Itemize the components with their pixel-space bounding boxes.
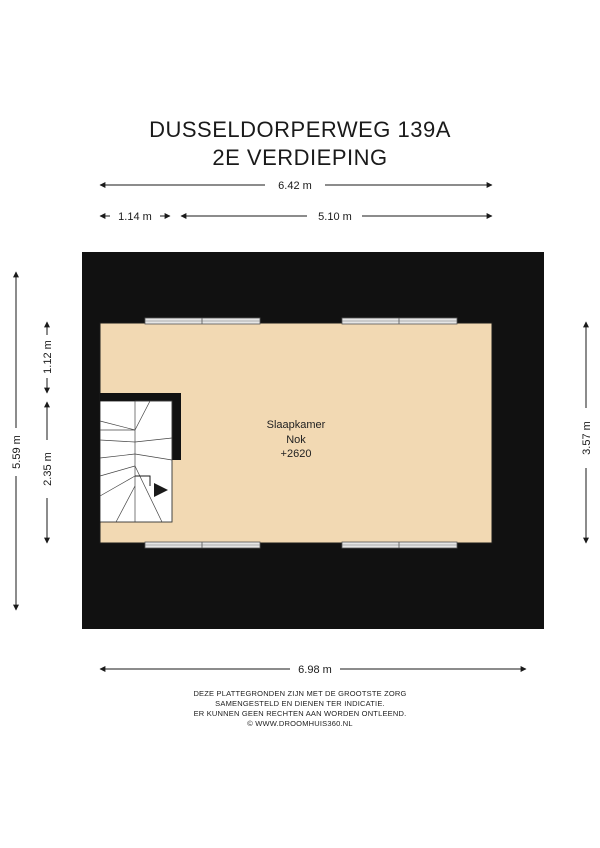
dim-top-total [100, 180, 492, 192]
room-label: Nok [286, 434, 306, 446]
dim-left-upper [42, 322, 54, 393]
room-name: Slaapkamer [266, 419, 326, 431]
disclaimer-line-4: © WWW.DROOMHUIS360.NL [247, 719, 353, 728]
dim-top-right [181, 211, 492, 223]
dim-left-lower-label: 2.35 m [42, 452, 54, 486]
dim-left-total-label: 5.59 m [11, 435, 23, 469]
window-bottom-left [145, 542, 260, 548]
dim-bottom [100, 664, 526, 676]
disclaimer-line-1: DEZE PLATTEGRONDEN ZIJN MET DE GROOTSTE ZORG [193, 689, 407, 698]
floor-title: 2E VERDIEPING [212, 145, 388, 170]
window-bottom-right [342, 542, 457, 548]
dim-bottom-label: 6.98 m [298, 664, 332, 676]
dim-right [581, 322, 593, 543]
disclaimer [0, 689, 600, 729]
disclaimer-line-3: ER KUNNEN GEEN RECHTEN AAN WORDEN ONTLEEND. [193, 709, 407, 718]
dim-top-right-label: 5.10 m [318, 211, 352, 223]
dim-top-left [100, 211, 170, 223]
room-height: +2620 [280, 448, 312, 460]
dim-top-total-label: 6.42 m [278, 180, 312, 192]
dim-left-total [11, 272, 23, 610]
stair-wall [100, 393, 181, 522]
dim-left-upper-label: 1.12 m [42, 340, 54, 374]
dim-left-lower [42, 402, 54, 543]
window-top-left [145, 318, 260, 324]
window-top-right [342, 318, 457, 324]
dim-right-label: 3.57 m [581, 421, 593, 455]
address-title: DUSSELDORPERWEG 139A [149, 117, 451, 142]
dim-top-left-label: 1.14 m [118, 211, 152, 223]
disclaimer-line-2: SAMENGESTELD EN DIENEN TER INDICATIE. [215, 699, 385, 708]
